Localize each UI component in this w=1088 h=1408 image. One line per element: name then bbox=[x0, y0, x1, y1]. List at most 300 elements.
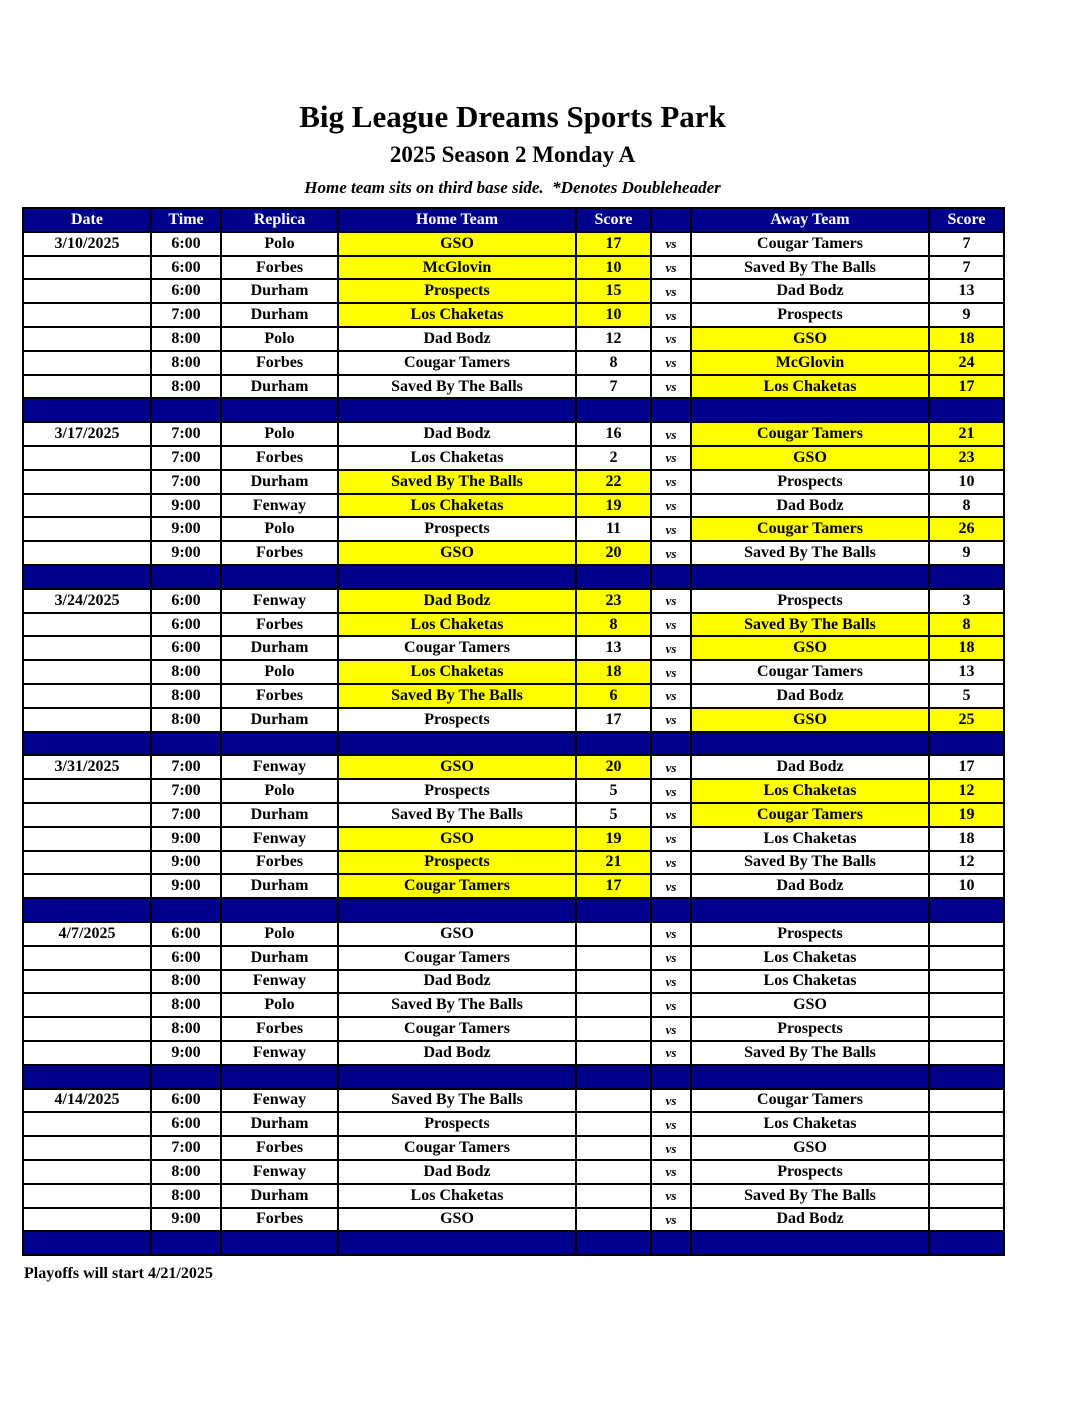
replica-cell: Fenway bbox=[221, 755, 338, 779]
separator-cell bbox=[221, 398, 338, 422]
home-team-cell: GSO bbox=[338, 755, 576, 779]
away-score-cell: 9 bbox=[929, 541, 1004, 565]
separator-cell bbox=[23, 565, 151, 589]
away-score-cell: 25 bbox=[929, 708, 1004, 732]
away-team-cell: McGlovin bbox=[691, 351, 929, 375]
home-score-cell: 13 bbox=[576, 636, 651, 660]
replica-cell: Polo bbox=[221, 779, 338, 803]
schedule-table-body bbox=[23, 232, 1004, 1255]
replica-cell: Forbes bbox=[221, 446, 338, 470]
time-cell: 9:00 bbox=[151, 1208, 221, 1232]
week-separator-row bbox=[23, 732, 1004, 756]
date-cell: 3/31/2025 bbox=[23, 755, 151, 779]
replica-cell: Durham bbox=[221, 375, 338, 399]
replica-cell: Durham bbox=[221, 303, 338, 327]
time-cell: 9:00 bbox=[151, 1041, 221, 1065]
schedule-table bbox=[22, 207, 1005, 1256]
separator-cell bbox=[23, 732, 151, 756]
home-team-cell: Saved By The Balls bbox=[338, 803, 576, 827]
separator-cell bbox=[338, 1231, 576, 1255]
away-score-cell: 13 bbox=[929, 279, 1004, 303]
vs-cell: vs bbox=[651, 446, 691, 470]
time-cell: 6:00 bbox=[151, 613, 221, 637]
home-score-cell: 17 bbox=[576, 232, 651, 256]
away-team-cell: Los Chaketas bbox=[691, 970, 929, 994]
replica-cell: Polo bbox=[221, 232, 338, 256]
game-row bbox=[23, 279, 1004, 303]
header-cell-score: Score bbox=[929, 208, 1004, 232]
away-score-cell: 26 bbox=[929, 517, 1004, 541]
away-score-cell: 13 bbox=[929, 660, 1004, 684]
separator-cell bbox=[691, 1065, 929, 1089]
date-cell bbox=[23, 851, 151, 875]
away-team-cell: Cougar Tamers bbox=[691, 803, 929, 827]
vs-cell: vs bbox=[651, 1136, 691, 1160]
date-cell bbox=[23, 660, 151, 684]
time-cell: 6:00 bbox=[151, 589, 221, 613]
time-cell: 6:00 bbox=[151, 636, 221, 660]
replica-cell: Forbes bbox=[221, 541, 338, 565]
game-row bbox=[23, 541, 1004, 565]
away-team-cell: Prospects bbox=[691, 303, 929, 327]
time-cell: 8:00 bbox=[151, 1017, 221, 1041]
away-team-cell: Los Chaketas bbox=[691, 946, 929, 970]
separator-cell bbox=[651, 565, 691, 589]
date-cell bbox=[23, 636, 151, 660]
home-score-cell bbox=[576, 1160, 651, 1184]
date-cell: 3/10/2025 bbox=[23, 232, 151, 256]
home-team-cell: Prospects bbox=[338, 517, 576, 541]
away-team-cell: Cougar Tamers bbox=[691, 517, 929, 541]
vs-cell: vs bbox=[651, 517, 691, 541]
separator-cell bbox=[221, 565, 338, 589]
replica-cell: Durham bbox=[221, 946, 338, 970]
separator-cell bbox=[221, 1065, 338, 1089]
away-score-cell: 10 bbox=[929, 874, 1004, 898]
home-team-cell: Saved By The Balls bbox=[338, 993, 576, 1017]
home-team-cell: Prospects bbox=[338, 1112, 576, 1136]
home-score-cell: 19 bbox=[576, 827, 651, 851]
away-team-cell: GSO bbox=[691, 636, 929, 660]
away-team-cell: Prospects bbox=[691, 1160, 929, 1184]
away-team-cell: Saved By The Balls bbox=[691, 1184, 929, 1208]
week-separator-row bbox=[23, 565, 1004, 589]
away-team-cell: Dad Bodz bbox=[691, 874, 929, 898]
home-score-cell: 20 bbox=[576, 541, 651, 565]
away-score-cell bbox=[929, 1208, 1004, 1232]
home-team-cell: GSO bbox=[338, 541, 576, 565]
away-team-cell: Dad Bodz bbox=[691, 684, 929, 708]
date-cell bbox=[23, 279, 151, 303]
date-cell bbox=[23, 827, 151, 851]
home-score-cell: 11 bbox=[576, 517, 651, 541]
home-score-cell: 20 bbox=[576, 755, 651, 779]
home-score-cell: 5 bbox=[576, 779, 651, 803]
vs-cell: vs bbox=[651, 993, 691, 1017]
replica-cell: Forbes bbox=[221, 1017, 338, 1041]
away-team-cell: Saved By The Balls bbox=[691, 851, 929, 875]
away-score-cell bbox=[929, 1089, 1004, 1113]
separator-cell bbox=[23, 1231, 151, 1255]
home-score-cell: 8 bbox=[576, 351, 651, 375]
away-team-cell: Cougar Tamers bbox=[691, 422, 929, 446]
date-cell bbox=[23, 1160, 151, 1184]
separator-cell bbox=[929, 1231, 1004, 1255]
separator-cell bbox=[576, 732, 651, 756]
date-cell bbox=[23, 1017, 151, 1041]
vs-cell: vs bbox=[651, 232, 691, 256]
time-cell: 7:00 bbox=[151, 1136, 221, 1160]
game-row bbox=[23, 589, 1004, 613]
date-cell bbox=[23, 303, 151, 327]
away-team-cell: Los Chaketas bbox=[691, 375, 929, 399]
vs-cell: vs bbox=[651, 636, 691, 660]
home-team-cell: Dad Bodz bbox=[338, 327, 576, 351]
replica-cell: Durham bbox=[221, 470, 338, 494]
game-row bbox=[23, 351, 1004, 375]
away-team-cell: Dad Bodz bbox=[691, 494, 929, 518]
away-team-cell: Cougar Tamers bbox=[691, 660, 929, 684]
header-cell-date: Date bbox=[23, 208, 151, 232]
home-team-cell: Los Chaketas bbox=[338, 303, 576, 327]
date-cell bbox=[23, 1112, 151, 1136]
home-score-cell bbox=[576, 1112, 651, 1136]
home-team-cell: Saved By The Balls bbox=[338, 375, 576, 399]
home-team-cell: Dad Bodz bbox=[338, 589, 576, 613]
date-cell bbox=[23, 351, 151, 375]
away-team-cell: Dad Bodz bbox=[691, 279, 929, 303]
home-team-cell: Cougar Tamers bbox=[338, 946, 576, 970]
date-cell bbox=[23, 1184, 151, 1208]
game-row bbox=[23, 232, 1004, 256]
home-team-cell: Los Chaketas bbox=[338, 494, 576, 518]
game-row bbox=[23, 613, 1004, 637]
game-row bbox=[23, 946, 1004, 970]
separator-cell bbox=[151, 398, 221, 422]
replica-cell: Polo bbox=[221, 517, 338, 541]
home-score-cell: 17 bbox=[576, 708, 651, 732]
home-score-cell bbox=[576, 1136, 651, 1160]
time-cell: 6:00 bbox=[151, 232, 221, 256]
away-team-cell: GSO bbox=[691, 446, 929, 470]
week-separator-row bbox=[23, 398, 1004, 422]
game-row bbox=[23, 494, 1004, 518]
time-cell: 8:00 bbox=[151, 351, 221, 375]
home-score-cell: 23 bbox=[576, 589, 651, 613]
replica-cell: Fenway bbox=[221, 589, 338, 613]
game-row bbox=[23, 1160, 1004, 1184]
home-score-cell: 19 bbox=[576, 494, 651, 518]
date-cell bbox=[23, 1208, 151, 1232]
date-cell bbox=[23, 256, 151, 280]
vs-cell: vs bbox=[651, 1184, 691, 1208]
game-row bbox=[23, 827, 1004, 851]
date-cell: 4/7/2025 bbox=[23, 922, 151, 946]
time-cell: 6:00 bbox=[151, 946, 221, 970]
time-cell: 7:00 bbox=[151, 446, 221, 470]
time-cell: 8:00 bbox=[151, 708, 221, 732]
home-score-cell: 10 bbox=[576, 256, 651, 280]
time-cell: 7:00 bbox=[151, 755, 221, 779]
time-cell: 6:00 bbox=[151, 1089, 221, 1113]
away-score-cell: 12 bbox=[929, 851, 1004, 875]
date-cell bbox=[23, 970, 151, 994]
separator-cell bbox=[151, 1065, 221, 1089]
vs-cell: vs bbox=[651, 922, 691, 946]
away-score-cell bbox=[929, 922, 1004, 946]
separator-cell bbox=[651, 732, 691, 756]
home-team-cell: Saved By The Balls bbox=[338, 684, 576, 708]
away-score-cell bbox=[929, 993, 1004, 1017]
home-score-cell: 16 bbox=[576, 422, 651, 446]
replica-cell: Forbes bbox=[221, 684, 338, 708]
away-team-cell: GSO bbox=[691, 993, 929, 1017]
separator-cell bbox=[151, 898, 221, 922]
replica-cell: Fenway bbox=[221, 827, 338, 851]
home-score-cell: 17 bbox=[576, 874, 651, 898]
away-team-cell: Prospects bbox=[691, 589, 929, 613]
separator-cell bbox=[338, 565, 576, 589]
vs-cell: vs bbox=[651, 589, 691, 613]
time-cell: 9:00 bbox=[151, 541, 221, 565]
home-team-cell: GSO bbox=[338, 922, 576, 946]
vs-cell: vs bbox=[651, 803, 691, 827]
home-score-cell: 2 bbox=[576, 446, 651, 470]
home-team-cell: Prospects bbox=[338, 708, 576, 732]
away-score-cell: 21 bbox=[929, 422, 1004, 446]
away-team-cell: Cougar Tamers bbox=[691, 232, 929, 256]
separator-cell bbox=[576, 565, 651, 589]
game-row bbox=[23, 375, 1004, 399]
home-score-cell bbox=[576, 946, 651, 970]
separator-cell bbox=[691, 398, 929, 422]
week-separator-row bbox=[23, 1231, 1004, 1255]
separator-cell bbox=[151, 565, 221, 589]
vs-cell: vs bbox=[651, 779, 691, 803]
separator-cell bbox=[23, 1065, 151, 1089]
game-row bbox=[23, 303, 1004, 327]
replica-cell: Polo bbox=[221, 993, 338, 1017]
game-row bbox=[23, 684, 1004, 708]
time-cell: 8:00 bbox=[151, 1160, 221, 1184]
home-score-cell bbox=[576, 1208, 651, 1232]
home-score-cell: 10 bbox=[576, 303, 651, 327]
time-cell: 6:00 bbox=[151, 1112, 221, 1136]
header-cell-away-team: Away Team bbox=[691, 208, 929, 232]
game-row bbox=[23, 470, 1004, 494]
time-cell: 9:00 bbox=[151, 874, 221, 898]
vs-cell: vs bbox=[651, 375, 691, 399]
separator-cell bbox=[23, 398, 151, 422]
away-score-cell: 3 bbox=[929, 589, 1004, 613]
away-team-cell: Saved By The Balls bbox=[691, 541, 929, 565]
vs-cell: vs bbox=[651, 256, 691, 280]
game-row bbox=[23, 256, 1004, 280]
time-cell: 7:00 bbox=[151, 303, 221, 327]
game-row bbox=[23, 803, 1004, 827]
home-score-cell bbox=[576, 1184, 651, 1208]
vs-cell: vs bbox=[651, 660, 691, 684]
header-cell-home-team: Home Team bbox=[338, 208, 576, 232]
replica-cell: Fenway bbox=[221, 1089, 338, 1113]
home-score-cell: 22 bbox=[576, 470, 651, 494]
vs-cell: vs bbox=[651, 351, 691, 375]
away-score-cell bbox=[929, 1136, 1004, 1160]
home-team-cell: Cougar Tamers bbox=[338, 351, 576, 375]
away-team-cell: Los Chaketas bbox=[691, 779, 929, 803]
away-score-cell: 9 bbox=[929, 303, 1004, 327]
separator-cell bbox=[221, 898, 338, 922]
game-row bbox=[23, 779, 1004, 803]
date-cell: 3/17/2025 bbox=[23, 422, 151, 446]
replica-cell: Polo bbox=[221, 660, 338, 684]
game-row bbox=[23, 422, 1004, 446]
time-cell: 8:00 bbox=[151, 375, 221, 399]
home-team-cell: Dad Bodz bbox=[338, 1160, 576, 1184]
game-row bbox=[23, 660, 1004, 684]
separator-cell bbox=[651, 1065, 691, 1089]
home-team-cell: Los Chaketas bbox=[338, 613, 576, 637]
separator-cell bbox=[338, 732, 576, 756]
vs-cell: vs bbox=[651, 874, 691, 898]
vs-cell: vs bbox=[651, 1160, 691, 1184]
separator-cell bbox=[221, 732, 338, 756]
separator-cell bbox=[338, 898, 576, 922]
date-cell bbox=[23, 946, 151, 970]
replica-cell: Durham bbox=[221, 803, 338, 827]
home-score-cell bbox=[576, 1089, 651, 1113]
date-cell bbox=[23, 517, 151, 541]
away-score-cell: 23 bbox=[929, 446, 1004, 470]
week-separator-row bbox=[23, 1065, 1004, 1089]
replica-cell: Durham bbox=[221, 279, 338, 303]
game-row bbox=[23, 993, 1004, 1017]
page-header bbox=[22, 0, 1003, 198]
time-cell: 9:00 bbox=[151, 827, 221, 851]
vs-cell: vs bbox=[651, 422, 691, 446]
game-row bbox=[23, 1112, 1004, 1136]
time-cell: 8:00 bbox=[151, 660, 221, 684]
home-team-cell: Saved By The Balls bbox=[338, 470, 576, 494]
separator-cell bbox=[151, 1231, 221, 1255]
game-row bbox=[23, 1136, 1004, 1160]
date-cell bbox=[23, 993, 151, 1017]
date-cell: 4/14/2025 bbox=[23, 1089, 151, 1113]
separator-cell bbox=[576, 1065, 651, 1089]
away-team-cell: Prospects bbox=[691, 922, 929, 946]
away-score-cell: 7 bbox=[929, 232, 1004, 256]
game-row bbox=[23, 1208, 1004, 1232]
home-score-cell: 8 bbox=[576, 613, 651, 637]
header-row bbox=[23, 208, 1004, 232]
date-cell bbox=[23, 470, 151, 494]
time-cell: 7:00 bbox=[151, 803, 221, 827]
replica-cell: Fenway bbox=[221, 1160, 338, 1184]
home-team-cell: Los Chaketas bbox=[338, 1184, 576, 1208]
home-score-cell: 15 bbox=[576, 279, 651, 303]
separator-cell bbox=[651, 398, 691, 422]
separator-cell bbox=[929, 565, 1004, 589]
vs-cell: vs bbox=[651, 827, 691, 851]
vs-cell: vs bbox=[651, 327, 691, 351]
away-team-cell: Los Chaketas bbox=[691, 1112, 929, 1136]
replica-cell: Forbes bbox=[221, 1208, 338, 1232]
replica-cell: Fenway bbox=[221, 494, 338, 518]
replica-cell: Forbes bbox=[221, 1136, 338, 1160]
home-team-cell: Prospects bbox=[338, 779, 576, 803]
separator-cell bbox=[576, 398, 651, 422]
replica-cell: Polo bbox=[221, 422, 338, 446]
away-score-cell bbox=[929, 1112, 1004, 1136]
separator-cell bbox=[691, 1231, 929, 1255]
home-score-cell bbox=[576, 993, 651, 1017]
away-score-cell: 8 bbox=[929, 613, 1004, 637]
game-row bbox=[23, 517, 1004, 541]
date-cell bbox=[23, 779, 151, 803]
replica-cell: Forbes bbox=[221, 351, 338, 375]
date-cell bbox=[23, 375, 151, 399]
away-score-cell: 5 bbox=[929, 684, 1004, 708]
replica-cell: Durham bbox=[221, 636, 338, 660]
home-team-cell: Cougar Tamers bbox=[338, 1017, 576, 1041]
header-cell-replica: Replica bbox=[221, 208, 338, 232]
header-cell-score: Score bbox=[576, 208, 651, 232]
vs-cell: vs bbox=[651, 970, 691, 994]
date-cell bbox=[23, 1136, 151, 1160]
replica-cell: Durham bbox=[221, 708, 338, 732]
separator-cell bbox=[691, 898, 929, 922]
vs-cell: vs bbox=[651, 541, 691, 565]
vs-cell: vs bbox=[651, 470, 691, 494]
time-cell: 9:00 bbox=[151, 494, 221, 518]
page-note: Home team sits on third base side. *Denotes Doubleheader bbox=[304, 178, 721, 198]
date-cell bbox=[23, 803, 151, 827]
home-team-cell: McGlovin bbox=[338, 256, 576, 280]
time-cell: 9:00 bbox=[151, 851, 221, 875]
separator-cell bbox=[651, 1231, 691, 1255]
home-score-cell bbox=[576, 922, 651, 946]
home-score-cell: 12 bbox=[576, 327, 651, 351]
separator-cell bbox=[929, 398, 1004, 422]
away-score-cell: 17 bbox=[929, 755, 1004, 779]
vs-cell: vs bbox=[651, 279, 691, 303]
away-score-cell: 7 bbox=[929, 256, 1004, 280]
home-team-cell: Cougar Tamers bbox=[338, 1136, 576, 1160]
away-score-cell: 12 bbox=[929, 779, 1004, 803]
date-cell bbox=[23, 874, 151, 898]
time-cell: 7:00 bbox=[151, 422, 221, 446]
date-cell bbox=[23, 446, 151, 470]
time-cell: 8:00 bbox=[151, 684, 221, 708]
home-score-cell: 21 bbox=[576, 851, 651, 875]
replica-cell: Polo bbox=[221, 327, 338, 351]
vs-cell: vs bbox=[651, 684, 691, 708]
away-score-cell bbox=[929, 1184, 1004, 1208]
date-cell bbox=[23, 1041, 151, 1065]
week-separator-row bbox=[23, 898, 1004, 922]
home-score-cell: 7 bbox=[576, 375, 651, 399]
separator-cell bbox=[221, 1231, 338, 1255]
replica-cell: Durham bbox=[221, 1112, 338, 1136]
away-score-cell: 19 bbox=[929, 803, 1004, 827]
replica-cell: Durham bbox=[221, 1184, 338, 1208]
date-cell: 3/24/2025 bbox=[23, 589, 151, 613]
time-cell: 8:00 bbox=[151, 993, 221, 1017]
replica-cell: Polo bbox=[221, 922, 338, 946]
replica-cell: Durham bbox=[221, 874, 338, 898]
away-team-cell: Saved By The Balls bbox=[691, 1041, 929, 1065]
home-team-cell: Dad Bodz bbox=[338, 1041, 576, 1065]
